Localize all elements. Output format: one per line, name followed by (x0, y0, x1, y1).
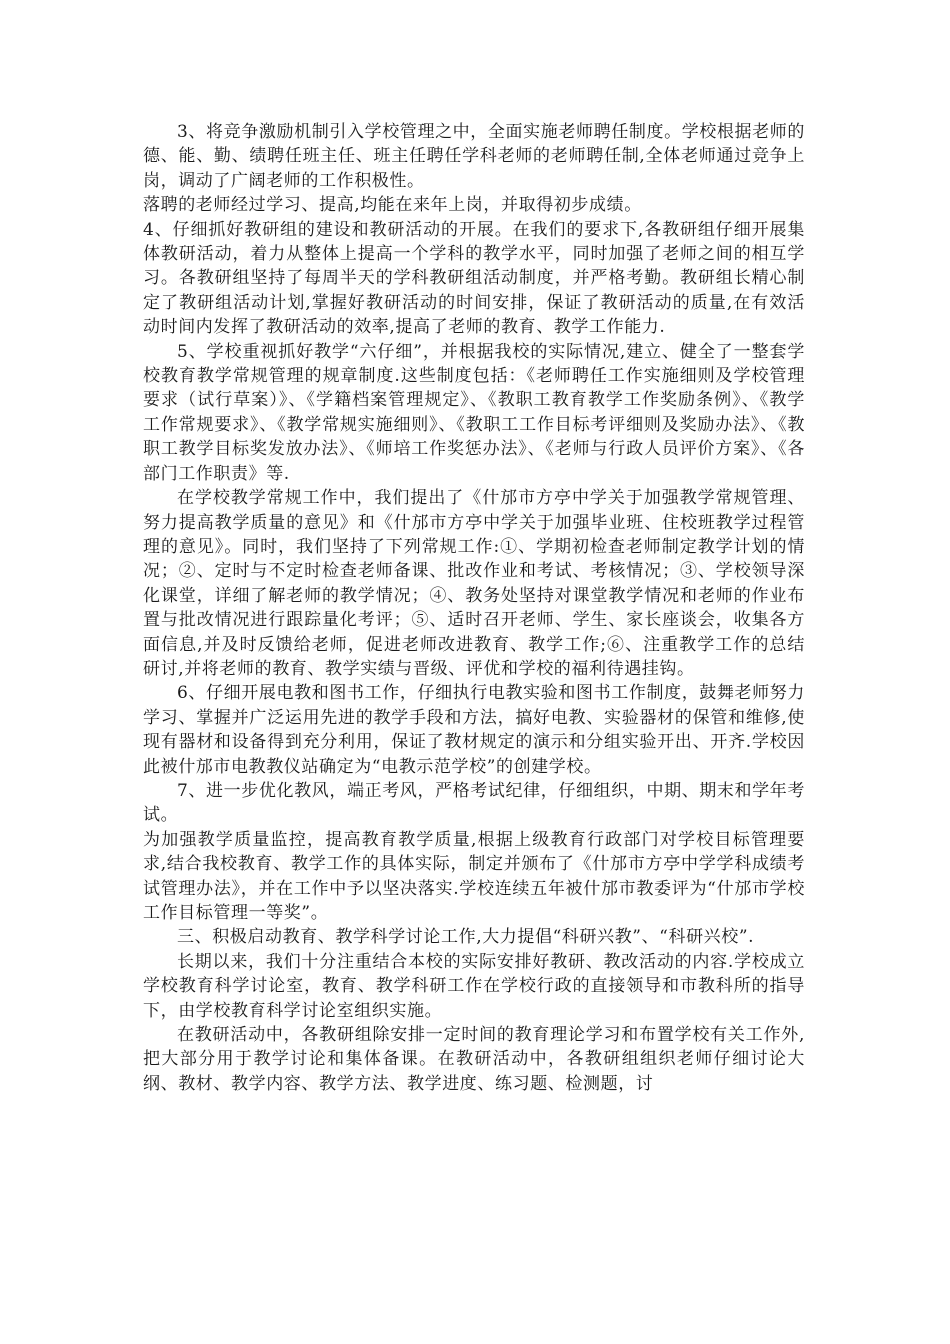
paragraph-5: 在学校教学常规工作中，我们提出了《什邡市方亭中学关于加强教学常规管理、努力提高教学质量的意见》和《什邡市方亭中学关于加强毕业班、住校班教学过程管理的意见》。同时，我们坚持了下列常规工作:①、学期初检查老师制定教学计划的情况；②、定时与不定时检查老师备课、批改作业和考试、考核情况；③、学校领导深化课堂，详细了解老师的教学情况；④、教务处坚持对课堂教学情况和老师的作业布置与批改情况进行跟踪量化考评；⑤、适时召开老师、学生、家长座谈会，收集各方面信息,并及时反馈给老师，促进老师改进教育、教学工作;⑥、注重教学工作的总结研讨,并将老师的教育、教学实绩与晋级、评优和学校的福利待遇挂钩。 (143, 488, 805, 679)
paragraph-4: 5、学校重视抓好教学“六仔细”，并根据我校的实际情况,建立、健全了一整套学校教育教学常规管理的规章制度.这些制度包括：《老师聘任工作实施细则及学校管理要求（试行草案）》、《学籍档案管理规定》、《教职工教育教学工作奖励条例》、《教学工作常规要求》、《教学常规实施细则》、《教职工工作目标考评细则及奖励办法》、《教职工教学目标奖发放办法》、《师培工作奖惩办法》、《老师与行政人员评价方案》、《各部门工作职责》等. (143, 341, 805, 484)
paragraph-6: 6、仔细开展电教和图书工作，仔细执行电教实验和图书工作制度，鼓舞老师努力学习、掌握并广泛运用先进的教学手段和方法，搞好电教、实验器材的保管和维修,使现有器材和设备得到充分利用，保证了教材规定的演示和分组实验开出、开齐.学校因此被什邡市电教教仪站确定为“电教示范学校”的创建学校。 (143, 683, 805, 777)
paragraph-8: 为加强教学质量监控，提高教育教学质量,根据上级教育行政部门对学校目标管理要求,结合我校教育、教学工作的具体实际，制定并颁布了《什邡市方亭中学学科成绩考试管理办法》，并在工作中予以坚决落实.学校连续五年被什邡市教委评为“什邡市学校工作目标管理一等奖”。 (143, 829, 805, 923)
paragraph-3: 4、仔细抓好教研组的建设和教研活动的开展。在我们的要求下,各教研组仔细开展集体教研活动，着力从整体上提高一个学科的教学水平，同时加强了老师之间的相互学习。各教研组坚持了每周半天的学科教研组活动制度，并严格考勤。教研组长精心制定了教研组活动计划,掌握好教研活动的时间安排，保证了教研活动的质量,在有效活动时间内发挥了教研活动的效率,提高了老师的教育、教学工作能力. (143, 219, 805, 338)
paragraph-1: 3、将竞争激励机制引入学校管理之中，全面实施老师聘任制度。学校根据老师的德、能、勤、绩聘任班主任、班主任聘任学科老师的老师聘任制,全体老师通过竞争上岗，调动了广阔老师的工作积极性。 (143, 122, 805, 191)
paragraph-11: 在教研活动中，各教研组除安排一定时间的教育理论学习和布置学校有关工作外,把大部分用于教学讨论和集体备课。在教研活动中，各教研组组织老师仔细讨论大纲、教材、教学内容、教学方法、教学进度、练习题、检测题，讨 (143, 1025, 805, 1094)
document-body (143, 120, 805, 1096)
section-heading-3: 三、积极启动教育、教学科学讨论工作,大力提倡“科研兴教”、“科研兴校”. (177, 927, 755, 948)
paragraph-2: 落聘的老师经过学习、提高,均能在来年上岗，并取得初步成绩。 (143, 195, 642, 216)
paragraph-10: 长期以来，我们十分注重结合本校的实际安排好教研、教改活动的内容.学校成立学校教育科学讨论室，教育、教学科研工作在学校行政的直接领导和市教科所的指导下，由学校教育科学讨论室组织实施。 (143, 951, 805, 1021)
paragraph-7: 7、进一步优化教风，端正考风，严格考试纪律，仔细组织，中期、期末和学年考试。 (143, 780, 805, 826)
